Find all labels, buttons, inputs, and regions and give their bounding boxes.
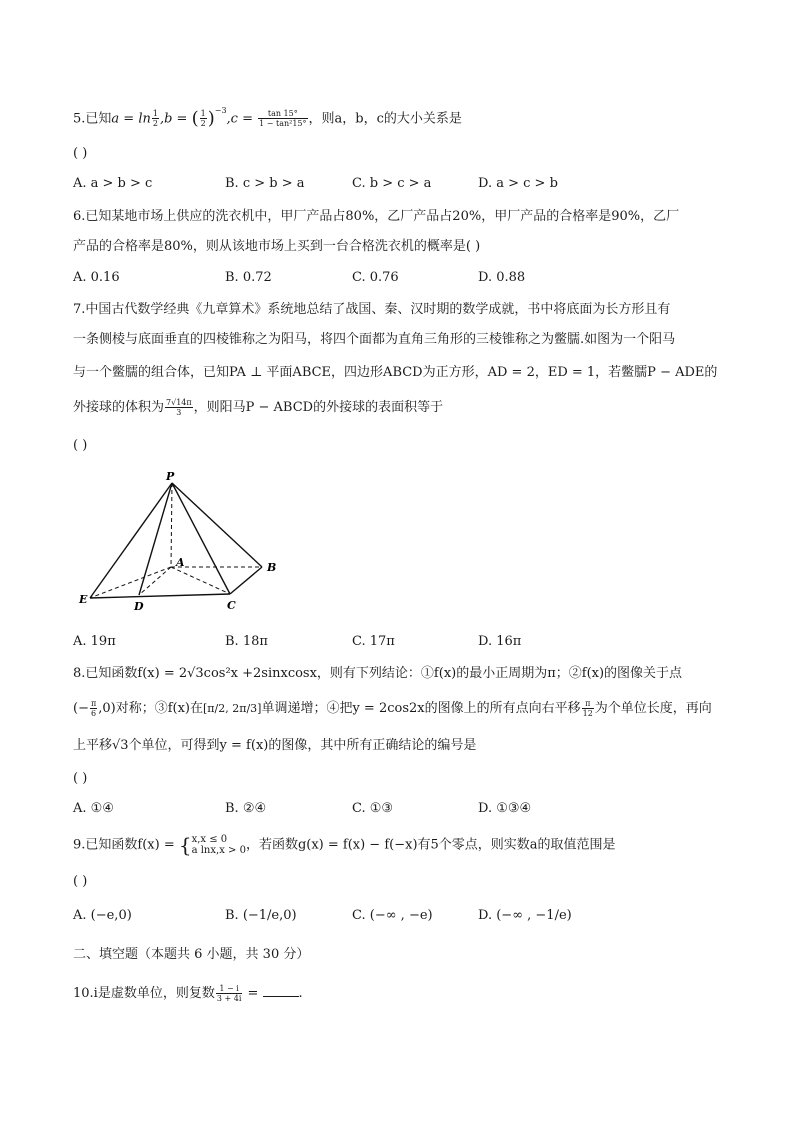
q8-option-b[interactable]: B. ②④ <box>225 801 267 816</box>
edge-pd <box>139 483 172 595</box>
q5-prefix: 5.已知 <box>73 111 112 127</box>
q6-option-c[interactable]: C. 0.76 <box>352 270 399 285</box>
q8-stem-line2: (− $\frac{\pi}{6}$ ,0)对称；③f(x)在[π/2, 2π/3]单调递增；④把y = 2cos2x的图像上的所有点向右平移 $\frac{\pi}{12}$ 为个单位长度，再向 <box>73 699 712 718</box>
q9-piecewise: x,x ≤ 0 a lnx,x > 0 <box>191 834 246 856</box>
q7-volume-fraction: $\frac{7√14\pi}{3}$ <box>166 398 192 417</box>
q8-interval: [π/2, 2π/3] <box>203 702 262 715</box>
q9-options <box>73 907 753 925</box>
q5-answer-paren: ( ) <box>73 146 88 161</box>
q8-answer-paren: ( ) <box>73 771 88 786</box>
q6-stem-line1: 6.已知某地市场上供应的洗衣机中，甲厂产品占80%，乙厂产品占20%，甲厂产品的合格率是90%，乙厂 <box>73 209 680 224</box>
q7-option-a[interactable]: A. 19π <box>73 634 116 649</box>
q9-option-c[interactable]: C. (−∞ , −e) <box>352 908 433 923</box>
edge-cb <box>230 567 262 594</box>
q5-suffix: ，则a，b，c的大小关系是 <box>308 111 462 127</box>
q7-stem-line4: 外接球的体积为 $\frac{7√14\pi}{3}$ ，则阳马P − ABCD的外接球的表面积等于 <box>73 398 444 417</box>
q8-stem-line3: 上平移√3个单位，可得到y = f(x)的图像，其中所有正确结论的编号是 <box>73 738 477 753</box>
label-e: E <box>79 593 88 606</box>
q6-option-a[interactable]: A. 0.16 <box>73 270 120 285</box>
q7-pyramid-figure <box>70 470 290 620</box>
q5-c-fraction: $\frac{\tan 15^\circ}{\text{1 − tan²15°}}$ <box>259 109 307 129</box>
q5-a-label: a = ln <box>111 111 151 127</box>
q9-option-d[interactable]: D. (−∞ , −1/e) <box>478 908 572 923</box>
q8-point-fraction: $\frac{\pi}{6}$ <box>90 699 97 718</box>
q5-option-d[interactable]: D. a > c > b <box>478 176 558 191</box>
q5-option-a[interactable]: A. a > b > c <box>73 176 153 191</box>
q10-answer-blank[interactable] <box>263 984 299 997</box>
label-d: D <box>134 600 144 613</box>
q5-c-label: ,c = <box>226 111 258 127</box>
edge-ae <box>90 567 171 598</box>
q5-b-label: ,b = <box>159 111 192 127</box>
section2-title: 二、填空题（本题共 6 小题，共 30 分） <box>73 947 310 962</box>
q8-stem-line1: 8.已知函数f(x) = 2√3cos²x +2sinxcosx，则有下列结论：①f(x)的最小正周期为π；②f(x)的图像关于点 <box>73 666 683 681</box>
q6-options <box>73 269 753 287</box>
q7-stem-line1: 7.中国古代数学经典《九章算术》系统地总结了战国、秦、汉时期的数学成就，书中将底面为长方形且有 <box>73 302 671 317</box>
q7-stem-line2: 一条侧棱与底面垂直的四棱锥称之为阳马，将四个面都为直角三角形的三棱锥称之为鳖臑.如图为一个阳马 <box>73 332 676 347</box>
q10-fraction: $\frac{1 - i}{3 + 4i}$ <box>216 984 242 1003</box>
q5-b-fraction: $\frac{1}{2}$ <box>200 109 206 129</box>
q5-options <box>73 175 753 193</box>
q5-option-b[interactable]: B. c > b > a <box>225 176 305 191</box>
q9-option-a[interactable]: A. (−e,0) <box>73 908 132 923</box>
edge-pe <box>90 483 172 598</box>
q5-a-fraction: $\frac{1}{2}$ <box>152 109 158 129</box>
q7-options <box>73 633 753 651</box>
q5-option-c[interactable]: C. b > c > a <box>352 176 432 191</box>
label-b: B <box>267 561 277 574</box>
edge-pb <box>172 483 262 567</box>
q10-stem: 10.i是虚数单位，则复数 $\frac{1 - i}{3 + 4i}$ = . <box>73 984 303 1003</box>
label-a: A <box>176 556 185 569</box>
q7-stem-line3: 与一个鳖臑的组合体，已知PA ⊥ 平面ABCE，四边形ABCD为正方形，AD = 2，ED = 1，若鳖臑P − ADE的 <box>73 365 718 380</box>
q8-options <box>73 800 753 818</box>
q5-stem: 5.已知a = ln $\frac{1}{2}$ ,b = ( $\frac{1}{2}$ )$^{-3}$,c = $\frac{\tan 15^\circ}{\text{1 − tan²15°}}$ ，则a，b，c的大小关系是 <box>73 106 462 129</box>
q5-b-exponent: −3 <box>214 106 227 115</box>
q7-option-d[interactable]: D. 16π <box>478 634 522 649</box>
q8-shift-fraction: $\frac{\pi}{12}$ <box>582 699 593 718</box>
edge-pc <box>172 483 230 594</box>
q7-answer-paren: ( ) <box>73 438 88 453</box>
q9-option-b[interactable]: B. (−1/e,0) <box>225 908 297 923</box>
label-p: P <box>166 470 175 483</box>
edge-ac <box>171 567 230 594</box>
q6-stem-line2: 产品的合格率是80%，则从该地市场上买到一台合格洗衣机的概率是( ) <box>73 239 481 254</box>
q8-option-c[interactable]: C. ①③ <box>352 801 394 816</box>
q6-option-b[interactable]: B. 0.72 <box>225 270 272 285</box>
q8-option-d[interactable]: D. ①③④ <box>478 801 532 816</box>
q9-stem: 9.已知函数f(x) = { x,x ≤ 0 a lnx,x > 0 ，若函数g(x) = f(x) − f(−x)有5个零点，则实数a的取值范围是 <box>73 833 616 857</box>
label-c: C <box>227 599 236 612</box>
q9-answer-paren: ( ) <box>73 874 88 889</box>
q6-option-d[interactable]: D. 0.88 <box>478 270 526 285</box>
q7-option-c[interactable]: C. 17π <box>352 634 395 649</box>
q7-option-b[interactable]: B. 18π <box>225 634 268 649</box>
edge-pa <box>171 483 172 567</box>
edge-ec <box>90 594 230 598</box>
q8-option-a[interactable]: A. ①④ <box>73 801 114 816</box>
